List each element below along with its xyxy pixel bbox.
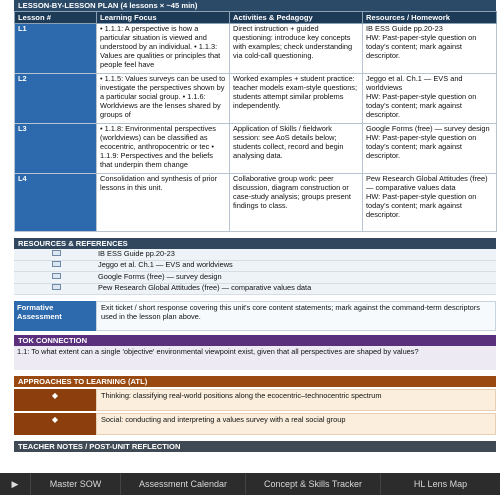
list-item[interactable] [14, 284, 496, 296]
activities-cell[interactable] [230, 24, 363, 74]
lesson-plan-title: LESSON-BY-LESSON PLAN (4 lessons × ~45 min) [14, 0, 496, 11]
spreadsheet-content [14, 0, 496, 452]
play-arrow-icon[interactable]: ▶ [11, 478, 19, 489]
tab-concept-skills-tracker[interactable]: Concept & Skills Tracker [245, 473, 380, 495]
formative-assessment-row [14, 301, 496, 331]
table-row [15, 74, 497, 124]
focus-text: • 1.1.8: Environmental perspectives (worldviews) can be classified as ecocentric, anthropocentric or tec • 1.1.9: Perspectives and the beliefs that underpin them change [100, 125, 216, 169]
tok-title: TOK CONNECTION [14, 335, 496, 346]
lesson-number-cell[interactable]: L1 [15, 24, 97, 74]
focus-cell[interactable] [97, 24, 230, 74]
lesson-plan-table [14, 11, 497, 232]
activities-text: Direct instruction + guided questioning: introduce key concepts with examples; check understanding via cold-call questioning. [233, 25, 353, 60]
tab-assessment-calendar[interactable]: Assessment Calendar [120, 473, 245, 495]
formative-label[interactable]: Formative Assessment [14, 301, 96, 331]
list-item[interactable] [14, 261, 496, 273]
focus-cell[interactable] [97, 124, 230, 174]
focus-text: • 1.1.1: A perspective is how a particular situation is viewed and understood by an individual. • 1.1.3: Values are qualities or principles that people feel have [100, 25, 221, 69]
activities-cell[interactable] [230, 174, 363, 232]
lesson-plan-header-row [15, 12, 497, 24]
focus-text: Consolidation and synthesis of prior lessons in this unit. [100, 175, 218, 192]
col-header-focus[interactable]: Learning Focus [97, 12, 230, 24]
activities-text: Collaborative group work: peer discussion, diagram construction or case-study analysis; groups present findings to class. [233, 175, 351, 210]
resources-cell[interactable] [363, 124, 497, 174]
sheet-tab-bar [0, 473, 500, 495]
atl-text[interactable]: Social: conducting and interpreting a values survey with a real social group [96, 413, 496, 435]
list-item[interactable] [14, 249, 496, 261]
activities-text: Worked examples + student practice: teacher models exam-style questions; students attempt similar problems independently. [233, 75, 358, 110]
book-icon [14, 261, 98, 270]
atl-text[interactable]: Thinking: classifying real-world positions along the ecocentric–technocentric spectrum [96, 389, 496, 411]
lesson-number-cell[interactable]: L4 [15, 174, 97, 232]
lesson-number-cell[interactable]: L3 [15, 124, 97, 174]
diamond-bullet-icon: ◆ [14, 389, 96, 411]
resources-title: RESOURCES & REFERENCES [14, 238, 496, 249]
resources-text: IB ESS Guide pp.20-23 HW: Past-paper-style question on today's content; mark against descriptor. [366, 25, 477, 60]
list-item [14, 413, 496, 435]
activities-cell[interactable] [230, 74, 363, 124]
resources-text: Pew Research Global Attitudes (free) — comparative values data HW: Past-paper-style question on today's content; mark against descriptor. [366, 175, 488, 219]
col-header-resources[interactable]: Resources / Homework [363, 12, 497, 24]
book-icon [14, 284, 98, 293]
book-icon [14, 273, 98, 282]
focus-cell[interactable] [97, 174, 230, 232]
table-row [15, 24, 497, 74]
table-row [15, 124, 497, 174]
list-item [14, 389, 496, 411]
tok-text[interactable]: 1.1: To what extent can a single 'objective' environmental viewpoint exist, given that all perspectives are shaped by values? [14, 346, 496, 370]
table-row [15, 174, 497, 232]
resources-text: Jeggo et al. Ch.1 — EVS and worldviews HW: Past-paper-style question on today's content; mark against descriptor. [366, 75, 477, 119]
tab-master-sow[interactable]: Master SOW [30, 473, 120, 495]
activities-text: Application of Skills / fieldwork session: see AoS details below; students collect, record and begin analysing data. [233, 125, 344, 160]
resource-text: Google Forms (free) — survey design [98, 271, 222, 281]
resources-cell[interactable] [363, 24, 497, 74]
teacher-notes-title: TEACHER NOTES / POST-UNIT REFLECTION [14, 441, 496, 452]
lesson-number-cell[interactable]: L2 [15, 74, 97, 124]
diamond-bullet-icon: ◆ [14, 413, 96, 435]
resources-cell[interactable] [363, 74, 497, 124]
list-item[interactable] [14, 272, 496, 284]
resource-text: Pew Research Global Attitudes (free) — comparative values data [98, 283, 312, 293]
resources-cell[interactable] [363, 174, 497, 232]
resource-text: Jeggo et al. Ch.1 — EVS and worldviews [98, 260, 233, 270]
resources-text: Google Forms (free) — survey design HW: Past-paper-style question on today's content; mark against descriptor. [366, 125, 490, 160]
focus-text: • 1.1.5: Values surveys can be used to investigate the perspectives shown by a particular social group. • 1.1.6: Worldviews are the lenses shared by groups of [100, 75, 226, 119]
book-icon [14, 250, 98, 259]
col-header-activities[interactable]: Activities & Pedagogy [230, 12, 363, 24]
activities-cell[interactable] [230, 124, 363, 174]
resource-text: IB ESS Guide pp.20-23 [98, 248, 175, 258]
atl-title: APPROACHES TO LEARNING (ATL) [14, 376, 496, 387]
tab-hl-lens-map[interactable]: HL Lens Map [380, 473, 500, 495]
focus-cell[interactable] [97, 74, 230, 124]
formative-text[interactable]: Exit ticket / short response covering this unit's core content statements; mark against the command-term descriptors used in the lesson plan above. [96, 301, 496, 331]
col-header-lesson[interactable]: Lesson # [15, 12, 97, 24]
